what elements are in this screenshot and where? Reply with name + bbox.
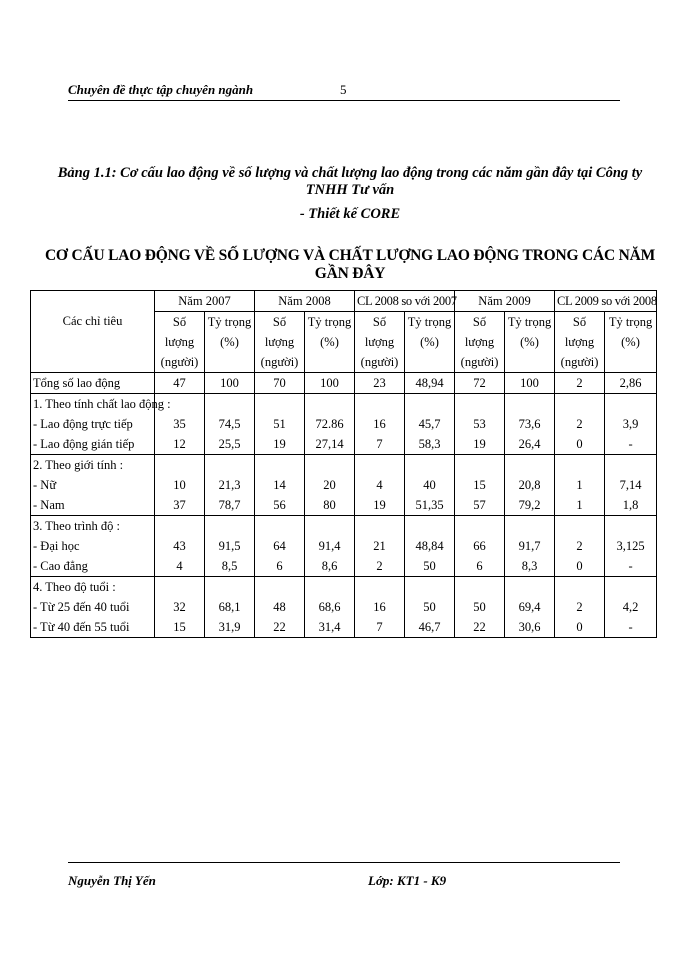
qty-header: Số lượng (người) bbox=[355, 312, 405, 373]
cell: 2 bbox=[555, 414, 605, 434]
document-title: Chuyên đề thực tập chuyên ngành bbox=[68, 82, 254, 97]
empty-cell bbox=[455, 394, 505, 415]
cell: 3,9 bbox=[605, 414, 657, 434]
cell: 69,4 bbox=[505, 597, 555, 617]
cell: 1,8 bbox=[605, 495, 657, 516]
cell: 40 bbox=[405, 475, 455, 495]
cell: 0 bbox=[555, 434, 605, 455]
cell: 8,3 bbox=[505, 556, 555, 577]
pct-header: Tỷ trọng (%) bbox=[505, 312, 555, 373]
cell: 21 bbox=[355, 536, 405, 556]
pct-header: Tỷ trọng (%) bbox=[205, 312, 255, 373]
group-header-row bbox=[31, 291, 657, 312]
cell: 57 bbox=[455, 495, 505, 516]
cell: 31,4 bbox=[305, 617, 355, 638]
cell: - bbox=[605, 556, 657, 577]
qty-header: Số lượng (người) bbox=[555, 312, 605, 373]
cell: 51 bbox=[255, 414, 305, 434]
cell: 48 bbox=[255, 597, 305, 617]
cell: 53 bbox=[455, 414, 505, 434]
cell: 73,6 bbox=[505, 414, 555, 434]
cell: 26,4 bbox=[505, 434, 555, 455]
cell: 74,5 bbox=[205, 414, 255, 434]
empty-cell bbox=[555, 394, 605, 415]
empty-cell bbox=[505, 455, 555, 476]
cell: 14 bbox=[255, 475, 305, 495]
cell: 22 bbox=[455, 617, 505, 638]
cell: 51,35 bbox=[405, 495, 455, 516]
empty-cell bbox=[205, 516, 255, 537]
empty-cell bbox=[155, 455, 205, 476]
cell: 72 bbox=[455, 373, 505, 394]
row-label: - Từ 40 đến 55 tuổi bbox=[31, 617, 155, 638]
empty-cell bbox=[155, 577, 205, 598]
group-header: Năm 2008 bbox=[255, 291, 355, 312]
table-caption-line1: Bảng 1.1: Cơ cấu lao động về số lượng và chất lượng lao động trong các năm gần đây tại Công ty TNHH Tư vấn bbox=[57, 165, 643, 198]
cell: 79,2 bbox=[505, 495, 555, 516]
cell: 10 bbox=[155, 475, 205, 495]
cell: 1 bbox=[555, 495, 605, 516]
cell: 21,3 bbox=[205, 475, 255, 495]
page-number: 5 bbox=[340, 82, 347, 97]
empty-cell bbox=[505, 394, 555, 415]
row-label: - Cao đẳng bbox=[31, 556, 155, 577]
empty-cell bbox=[405, 455, 455, 476]
empty-cell bbox=[305, 455, 355, 476]
table-row bbox=[31, 414, 657, 434]
cell: 4 bbox=[155, 556, 205, 577]
empty-cell bbox=[455, 516, 505, 537]
cell: 91,4 bbox=[305, 536, 355, 556]
empty-cell bbox=[455, 455, 505, 476]
empty-cell bbox=[305, 394, 355, 415]
table-row bbox=[31, 556, 657, 577]
cell: 37 bbox=[155, 495, 205, 516]
cell: 50 bbox=[455, 597, 505, 617]
empty-cell bbox=[555, 577, 605, 598]
table-title: CƠ CẤU LAO ĐỘNG VỀ SỐ LƯỢNG VÀ CHẤT LƯỢNG LAO ĐỘNG TRONG CÁC NĂM GẦN ĐÂY bbox=[44, 247, 656, 282]
empty-cell bbox=[555, 516, 605, 537]
qty-header: Số lượng (người) bbox=[255, 312, 305, 373]
cell: 100 bbox=[205, 373, 255, 394]
empty-cell bbox=[605, 455, 657, 476]
row-label: - Nữ bbox=[31, 475, 155, 495]
empty-cell bbox=[255, 577, 305, 598]
cell: 100 bbox=[505, 373, 555, 394]
cell: 31,9 bbox=[205, 617, 255, 638]
cell: 72.86 bbox=[305, 414, 355, 434]
cell: 15 bbox=[155, 617, 205, 638]
pct-header: Tỷ trọng (%) bbox=[405, 312, 455, 373]
cell: 20,8 bbox=[505, 475, 555, 495]
cell: 0 bbox=[555, 617, 605, 638]
cell: 58,3 bbox=[405, 434, 455, 455]
empty-cell bbox=[455, 577, 505, 598]
cell: 12 bbox=[155, 434, 205, 455]
class-label: Lớp: KT1 - K9 bbox=[368, 873, 447, 888]
group-header: Năm 2009 bbox=[455, 291, 555, 312]
cell: 50 bbox=[405, 556, 455, 577]
cell: 7 bbox=[355, 617, 405, 638]
row-label: - Nam bbox=[31, 495, 155, 516]
total-row bbox=[31, 373, 657, 394]
row-label: Tổng số lao động bbox=[31, 373, 155, 394]
empty-cell bbox=[205, 455, 255, 476]
table-caption-line2: - Thiết kế CORE bbox=[299, 206, 401, 222]
empty-cell bbox=[505, 577, 555, 598]
group-header: CL 2008 so với 2007 bbox=[355, 291, 455, 312]
qty-header: Số lượng (người) bbox=[455, 312, 505, 373]
section-heading-row bbox=[31, 394, 657, 415]
page-header bbox=[68, 80, 620, 101]
row-label: - Lao động trực tiếp bbox=[31, 414, 155, 434]
cell: 68,6 bbox=[305, 597, 355, 617]
cell: 2 bbox=[355, 556, 405, 577]
empty-cell bbox=[205, 394, 255, 415]
cell: 100 bbox=[305, 373, 355, 394]
cell: 8,6 bbox=[305, 556, 355, 577]
cell: - bbox=[605, 434, 657, 455]
cell: 35 bbox=[155, 414, 205, 434]
cell: 27,14 bbox=[305, 434, 355, 455]
section-heading-row bbox=[31, 455, 657, 476]
table-row bbox=[31, 536, 657, 556]
cell: 23 bbox=[355, 373, 405, 394]
cell: 16 bbox=[355, 597, 405, 617]
group-header: Năm 2007 bbox=[155, 291, 255, 312]
author-name: Nguyễn Thị Yến bbox=[68, 873, 156, 888]
empty-cell bbox=[605, 394, 657, 415]
labor-structure-table bbox=[30, 290, 657, 638]
empty-cell bbox=[255, 516, 305, 537]
cell: 22 bbox=[255, 617, 305, 638]
cell: 19 bbox=[355, 495, 405, 516]
table-row bbox=[31, 495, 657, 516]
empty-cell bbox=[405, 394, 455, 415]
cell: 48,94 bbox=[405, 373, 455, 394]
cell: 4,2 bbox=[605, 597, 657, 617]
cell: 19 bbox=[255, 434, 305, 455]
cell: 7,14 bbox=[605, 475, 657, 495]
section-heading-row bbox=[31, 516, 657, 537]
empty-cell bbox=[305, 577, 355, 598]
cell: 91,5 bbox=[205, 536, 255, 556]
empty-cell bbox=[255, 394, 305, 415]
section-heading: 3. Theo trình độ : bbox=[31, 516, 155, 537]
table-row bbox=[31, 597, 657, 617]
cell: 30,6 bbox=[505, 617, 555, 638]
table-row bbox=[31, 617, 657, 638]
page-footer bbox=[68, 862, 620, 893]
empty-cell bbox=[305, 516, 355, 537]
cell: 1 bbox=[555, 475, 605, 495]
pct-header: Tỷ trọng (%) bbox=[305, 312, 355, 373]
cell: 50 bbox=[405, 597, 455, 617]
cell: 56 bbox=[255, 495, 305, 516]
section-heading-row bbox=[31, 577, 657, 598]
empty-cell bbox=[205, 577, 255, 598]
cell: 2 bbox=[555, 597, 605, 617]
cell: 91,7 bbox=[505, 536, 555, 556]
cell: 20 bbox=[305, 475, 355, 495]
qty-header: Số lượng (người) bbox=[155, 312, 205, 373]
empty-cell bbox=[405, 516, 455, 537]
cell: - bbox=[605, 617, 657, 638]
cell: 2 bbox=[555, 536, 605, 556]
empty-cell bbox=[605, 516, 657, 537]
cell: 7 bbox=[355, 434, 405, 455]
empty-cell bbox=[355, 516, 405, 537]
cell: 6 bbox=[455, 556, 505, 577]
cell: 70 bbox=[255, 373, 305, 394]
group-header: CL 2009 so với 2008 bbox=[555, 291, 657, 312]
cell: 8,5 bbox=[205, 556, 255, 577]
cell: 3,125 bbox=[605, 536, 657, 556]
cell: 32 bbox=[155, 597, 205, 617]
empty-cell bbox=[155, 516, 205, 537]
cell: 43 bbox=[155, 536, 205, 556]
cell: 68,1 bbox=[205, 597, 255, 617]
table-row bbox=[31, 475, 657, 495]
empty-cell bbox=[405, 577, 455, 598]
row-label: - Lao động gián tiếp bbox=[31, 434, 155, 455]
empty-cell bbox=[255, 455, 305, 476]
empty-cell bbox=[505, 516, 555, 537]
cell: 45,7 bbox=[405, 414, 455, 434]
empty-cell bbox=[605, 577, 657, 598]
cell: 16 bbox=[355, 414, 405, 434]
empty-cell bbox=[355, 455, 405, 476]
empty-cell bbox=[355, 394, 405, 415]
cell: 19 bbox=[455, 434, 505, 455]
row-label: - Đại học bbox=[31, 536, 155, 556]
cell: 47 bbox=[155, 373, 205, 394]
cell: 64 bbox=[255, 536, 305, 556]
cell: 66 bbox=[455, 536, 505, 556]
section-heading: 1. Theo tính chất lao động : bbox=[31, 394, 155, 415]
cell: 78,7 bbox=[205, 495, 255, 516]
cell: 46,7 bbox=[405, 617, 455, 638]
indicator-header: Các chỉ tiêu bbox=[31, 291, 155, 373]
cell: 48,84 bbox=[405, 536, 455, 556]
section-heading: 4. Theo độ tuổi : bbox=[31, 577, 155, 598]
cell: 80 bbox=[305, 495, 355, 516]
row-label: - Từ 25 đến 40 tuổi bbox=[31, 597, 155, 617]
section-heading: 2. Theo giới tính : bbox=[31, 455, 155, 476]
cell: 2 bbox=[555, 373, 605, 394]
cell: 0 bbox=[555, 556, 605, 577]
cell: 4 bbox=[355, 475, 405, 495]
pct-header: Tỷ trọng (%) bbox=[605, 312, 657, 373]
empty-cell bbox=[555, 455, 605, 476]
cell: 25,5 bbox=[205, 434, 255, 455]
empty-cell bbox=[355, 577, 405, 598]
cell: 15 bbox=[455, 475, 505, 495]
cell: 6 bbox=[255, 556, 305, 577]
cell: 2,86 bbox=[605, 373, 657, 394]
table-row bbox=[31, 434, 657, 455]
